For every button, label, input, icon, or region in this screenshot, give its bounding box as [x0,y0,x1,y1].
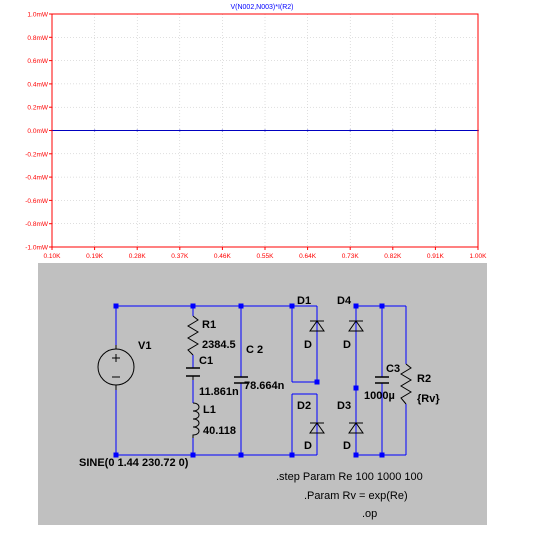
junction-dot [290,453,295,458]
y-tick-label: -0.2mW [25,151,48,159]
trace-point [264,130,266,132]
y-tick-label: 0.4mW [27,81,48,89]
c3-label[interactable]: C3 [386,363,401,375]
step-directive[interactable]: .step Param Re 100 1000 100 [276,471,423,483]
param-directive[interactable]: .Param Rv = exp(Re) [304,490,408,502]
x-tick-label: 0.55K [256,253,274,260]
r1-value[interactable]: 2384.5 [202,339,236,351]
junction-dot [239,453,244,458]
trace-point [307,130,309,132]
source-directive[interactable]: SINE(0 1.44 230.72 0) [79,457,189,469]
junction-dot [191,304,196,309]
x-tick-label: 0.19K [86,253,104,260]
trace-point [94,130,96,132]
r1-label[interactable]: R1 [202,319,217,331]
junction-dot [191,453,196,458]
x-tick-label: 0.10K [43,253,61,260]
schematic-pane[interactable] [38,263,487,525]
junction-dot [290,304,295,309]
junction-dot [354,304,359,309]
x-tick-label: 0.37K [171,253,189,260]
c1-label[interactable]: C1 [199,355,214,367]
trace-point [435,130,437,132]
y-tick-label: -1.0mW [25,244,48,252]
d4-label[interactable]: D4 [337,295,352,307]
c1-value[interactable]: 11.861n [199,386,239,398]
waveform-trace-title[interactable]: V(N002,N003)*I(R2) [230,4,294,11]
trace-point [349,130,351,132]
junction-dot [380,453,385,458]
waveform-pane[interactable] [0,0,548,262]
c2-label[interactable]: C 2 [246,344,264,356]
c3-value[interactable]: 1000µ [364,390,395,402]
r2-label[interactable]: R2 [417,373,432,385]
x-tick-label: 1.00K [469,253,487,260]
l1-value[interactable]: 40.118 [203,425,237,437]
trace-point [392,130,394,132]
c2-value[interactable]: 78.664n [244,380,285,392]
y-tick-label: 0.0mW [27,128,48,135]
y-tick-label: -0.6mW [25,197,48,205]
y-tick-label: 0.8mW [27,34,48,42]
d4-model[interactable]: D [343,339,351,351]
y-tick-label: 0.6mW [27,58,48,66]
d2-model[interactable]: D [304,440,312,452]
x-tick-label: 0.46K [213,253,231,260]
x-tick-label: 0.64K [299,253,317,260]
op-directive[interactable]: .op [362,508,378,520]
d1-model[interactable]: D [304,339,312,351]
d1-label[interactable]: D1 [297,295,312,307]
junction-dot [380,304,385,309]
trace-point [136,130,138,132]
trace-point [179,130,181,132]
y-tick-label: 1.0mW [27,11,48,19]
r2-value[interactable]: {Rv} [417,393,440,405]
y-tick-label: -0.8mW [25,221,48,229]
x-tick-label: 0.28K [128,253,146,260]
junction-dot [354,386,359,391]
y-tick-label: 0.2mW [27,104,48,112]
x-tick-label: 0.73K [341,253,359,260]
junction-dot [354,453,359,458]
d3-label[interactable]: D3 [337,400,352,412]
y-tick-label: -0.4mW [25,174,48,182]
junction-dot [114,304,119,309]
junction-dot [239,304,244,309]
d3-model[interactable]: D [343,440,351,452]
junction-dot [315,380,320,385]
x-tick-label: 0.91K [426,253,444,260]
trace-point [222,130,224,132]
d2-label[interactable]: D2 [297,400,312,412]
x-tick-label: 0.82K [384,253,402,260]
v1-label[interactable]: V1 [138,340,152,352]
l1-label[interactable]: L1 [203,404,216,416]
